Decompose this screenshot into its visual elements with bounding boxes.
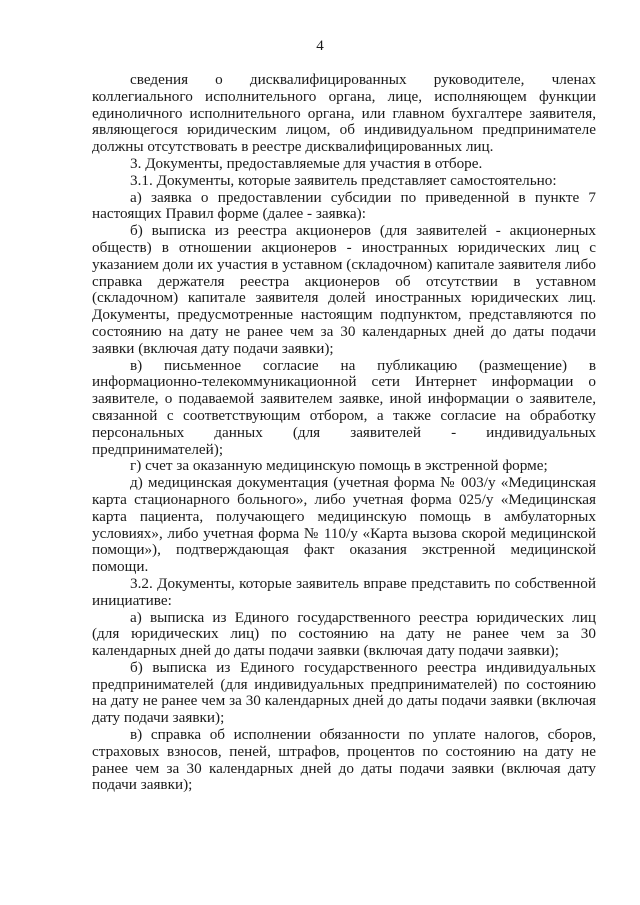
item-3-2-v: в) справка об исполнении обязанности по уплате налогов, сборов, страховых взносов, пеней, штрафов, процентов по состоянию на дату не ранее чем за 30 календарных дней до даты подачи заявки (включая дату подачи заявки); — [92, 726, 596, 794]
item-3-1-a: а) заявка о предоставлении субсидии по приведенной в пункте 7 настоящих Правил форме (далее - заявка): — [92, 188, 596, 223]
page-number: 4 — [316, 38, 324, 54]
section-3-1-heading: 3.1. Документы, которые заявитель представляет самостоятельно: — [130, 171, 557, 189]
paragraph-disqualified-persons: сведения о дисквалифицированных руководителе, членах коллегиального исполнительного органа, лице, исполняющем функции единоличного исполнительного органа, или главном бухгалтере заявителя, являющегося юридическим лицом, об индивидуальном предпринимателе должны отсутствовать в реестре дисквалифицированных лиц. — [92, 71, 596, 156]
item-3-1-d: д) медицинская документация (учетная форма № 003/у «Медицинская карта стационарного больного», либо учетная форма 025/у «Медицинская карта пациента, получающего медицинскую помощь в амбулаторных условиях», либо учетная форма № 110/у «Карта вызова скорой медицинской помощи»), подтверждающая факт оказания экстренной медицинской помощи. — [92, 474, 596, 576]
item-3-1-g: г) счет за оказанную медицинскую помощь в экстренной форме; — [130, 457, 548, 475]
item-3-1-b: б) выписка из реестра акционеров (для заявителей - акционерных обществ) в отношении акционеров - иностранных юридических лиц с указанием доли их участия в уставном (складочном) капитале заявителя либо справка держателя реестра акционеров об отсутствии в уставном (складочном) капитале заявителя долей иностранных юридических лиц. Документы, предусмотренные настоящим подпунктом, представляются по состоянию на дату не ранее чем за 30 календарных дней до даты подачи заявки (включая дату подачи заявки); — [92, 222, 596, 357]
item-3-1-v: в) письменное согласие на публикацию (размещение) в информационно-телекоммуникационной сети Интернет информации о заявителе, о подаваемой заявителем заявке, иной информации о заявителе, связанной с соответствующим отбором, а также согласие на обработку персональных данных (для заявителей - индивидуальных предпринимателей); — [92, 356, 596, 458]
section-3-2-heading: 3.2. Документы, которые заявитель вправе представить по собственной инициативе: — [92, 574, 596, 609]
document-body — [92, 72, 596, 794]
item-3-2-a: а) выписка из Единого государственного реестра юридических лиц (для юридических лиц) по состоянию на дату не ранее чем за 30 календарных дней до даты подачи заявки (включая дату подачи заявки); — [92, 608, 596, 660]
item-3-2-b: б) выписка из Единого государственного реестра индивидуальных предпринимателей (для индивидуальных предпринимателей) по состоянию на дату не ранее чем за 30 календарных дней до даты подачи заявки (включая дату подачи заявки); — [92, 658, 596, 727]
section-3-heading: 3. Документы, предоставляемые для участия в отборе. — [130, 154, 483, 172]
